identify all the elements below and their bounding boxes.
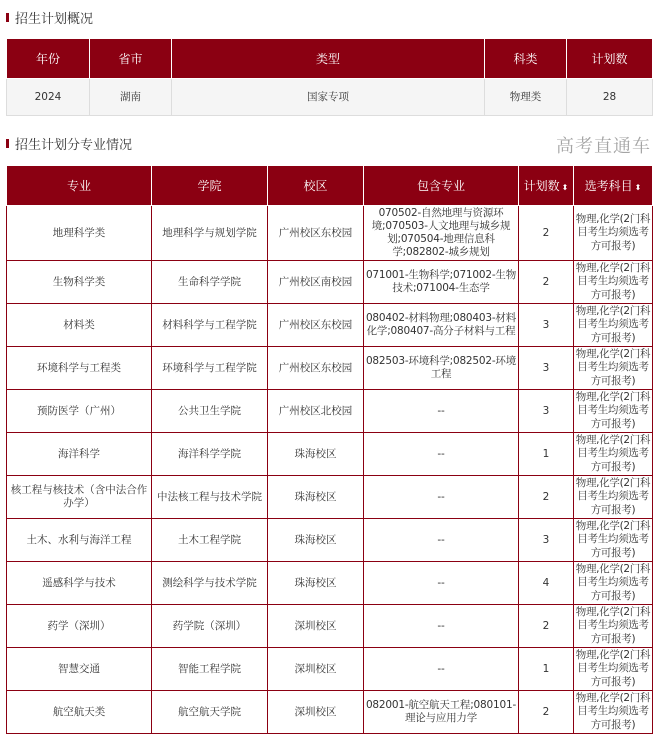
cell-major: 药学（深圳） [7,605,152,648]
cell-plan: 28 [567,79,653,116]
header-campus: 校区 [268,166,364,206]
cell-category: 物理类 [485,79,567,116]
cell-campus: 广州校区东校园 [268,347,364,390]
cell-college: 药学院（深圳） [152,605,268,648]
cell-campus: 珠海校区 [268,562,364,605]
sort-icon[interactable]: ⬍ [561,183,569,192]
cell-plan: 1 [519,433,574,476]
cell-college: 测绘科学与技术学院 [152,562,268,605]
watermark: 高考直通车 [556,136,651,157]
cell-college: 材料科学与工程学院 [152,304,268,347]
cell-included-majors: -- [364,648,519,691]
cell-major: 环境科学与工程类 [7,347,152,390]
cell-plan: 3 [519,519,574,562]
cell-subjects: 物理,化学(2门科目考生均须选考方可报考) [574,261,653,304]
header-year: 年份 [7,39,90,79]
cell-plan: 2 [519,476,574,519]
cell-major: 智慧交通 [7,648,152,691]
table-row [7,605,653,648]
table-row [7,476,653,519]
cell-type: 国家专项 [172,79,485,116]
cell-college: 环境科学与工程学院 [152,347,268,390]
cell-included-majors: 082001-航空航天工程;080101-理论与应用力学 [364,691,519,734]
cell-campus: 广州校区北校园 [268,390,364,433]
cell-plan: 2 [519,206,574,261]
cell-included-majors: 080402-材料物理;080403-材料化学;080407-高分子材料与工程 [364,304,519,347]
table-row [7,79,653,116]
header-major: 专业 [7,166,152,206]
table-row [7,206,653,261]
cell-major: 材料类 [7,304,152,347]
majors-header-row [7,166,653,206]
cell-plan: 3 [519,304,574,347]
header-category: 科类 [485,39,567,79]
cell-included-majors: 070502-自然地理与资源环境;070503-人文地理与城乡规划;070504-地理信息科学;082802-城乡规划 [364,206,519,261]
table-row [7,347,653,390]
cell-province: 湖南 [90,79,172,116]
cell-included-majors: 082503-环境科学;082502-环境工程 [364,347,519,390]
cell-college: 公共卫生学院 [152,390,268,433]
cell-college: 智能工程学院 [152,648,268,691]
cell-major: 地理科学类 [7,206,152,261]
cell-major: 生物科学类 [7,261,152,304]
section-title-text: 招生计划概况 [15,12,94,27]
cell-college: 生命科学学院 [152,261,268,304]
cell-subjects: 物理,化学(2门科目考生均须选考方可报考) [574,433,653,476]
section-title-overview [6,8,93,27]
cell-college: 航空航天学院 [152,691,268,734]
header-province: 省市 [90,39,172,79]
table-row [7,390,653,433]
cell-subjects: 物理,化学(2门科目考生均须选考方可报考) [574,390,653,433]
header-subjects-sortable[interactable] [574,166,653,206]
cell-campus: 广州校区东校园 [268,206,364,261]
cell-plan: 3 [519,347,574,390]
table-row [7,691,653,734]
cell-plan: 2 [519,261,574,304]
cell-college: 海洋科学学院 [152,433,268,476]
cell-college: 土木工程学院 [152,519,268,562]
overview-table [6,38,653,116]
header-college: 学院 [152,166,268,206]
sort-icon[interactable]: ⬍ [634,183,642,192]
cell-campus: 深圳校区 [268,648,364,691]
section-marker [6,139,9,148]
cell-subjects: 物理,化学(2门科目考生均须选考方可报考) [574,347,653,390]
cell-college: 中法核工程与技术学院 [152,476,268,519]
cell-major: 核工程与核技术（含中法合作办学） [7,476,152,519]
cell-plan: 3 [519,390,574,433]
cell-campus: 广州校区南校园 [268,261,364,304]
cell-subjects: 物理,化学(2门科目考生均须选考方可报考) [574,605,653,648]
majors-table [6,165,653,734]
cell-included-majors: -- [364,476,519,519]
cell-campus: 珠海校区 [268,433,364,476]
cell-major: 土木、水利与海洋工程 [7,519,152,562]
cell-college: 地理科学与规划学院 [152,206,268,261]
header-type: 类型 [172,39,485,79]
cell-campus: 深圳校区 [268,605,364,648]
cell-plan: 2 [519,691,574,734]
cell-subjects: 物理,化学(2门科目考生均须选考方可报考) [574,648,653,691]
cell-major: 遥感科学与技术 [7,562,152,605]
cell-campus: 珠海校区 [268,476,364,519]
table-row [7,562,653,605]
cell-included-majors: 071001-生物科学;071002-生物技术;071004-生态学 [364,261,519,304]
header-plan-label: 计划数 [523,179,560,193]
cell-plan: 2 [519,605,574,648]
table-row [7,304,653,347]
header-plan: 计划数 [567,39,653,79]
header-included: 包含专业 [364,166,519,206]
cell-campus: 珠海校区 [268,519,364,562]
section-title-text: 招生计划分专业情况 [15,138,133,153]
cell-campus: 深圳校区 [268,691,364,734]
table-row [7,648,653,691]
cell-subjects: 物理,化学(2门科目考生均须选考方可报考) [574,206,653,261]
cell-included-majors: -- [364,433,519,476]
cell-included-majors: -- [364,390,519,433]
table-row [7,261,653,304]
cell-included-majors: -- [364,605,519,648]
cell-campus: 广州校区东校园 [268,304,364,347]
cell-major: 海洋科学 [7,433,152,476]
header-subjects-label: 选考科目 [584,179,633,193]
overview-header-row [7,39,653,79]
section-title-majors [6,134,132,153]
cell-major: 航空航天类 [7,691,152,734]
table-row [7,433,653,476]
cell-plan: 4 [519,562,574,605]
cell-included-majors: -- [364,519,519,562]
cell-major: 预防医学（广州） [7,390,152,433]
cell-subjects: 物理,化学(2门科目考生均须选考方可报考) [574,691,653,734]
header-plan-sortable[interactable] [519,166,574,206]
section-marker [6,13,9,22]
cell-subjects: 物理,化学(2门科目考生均须选考方可报考) [574,304,653,347]
cell-subjects: 物理,化学(2门科目考生均须选考方可报考) [574,476,653,519]
cell-subjects: 物理,化学(2门科目考生均须选考方可报考) [574,562,653,605]
cell-subjects: 物理,化学(2门科目考生均须选考方可报考) [574,519,653,562]
cell-plan: 1 [519,648,574,691]
table-row [7,519,653,562]
cell-year: 2024 [7,79,90,116]
cell-included-majors: -- [364,562,519,605]
